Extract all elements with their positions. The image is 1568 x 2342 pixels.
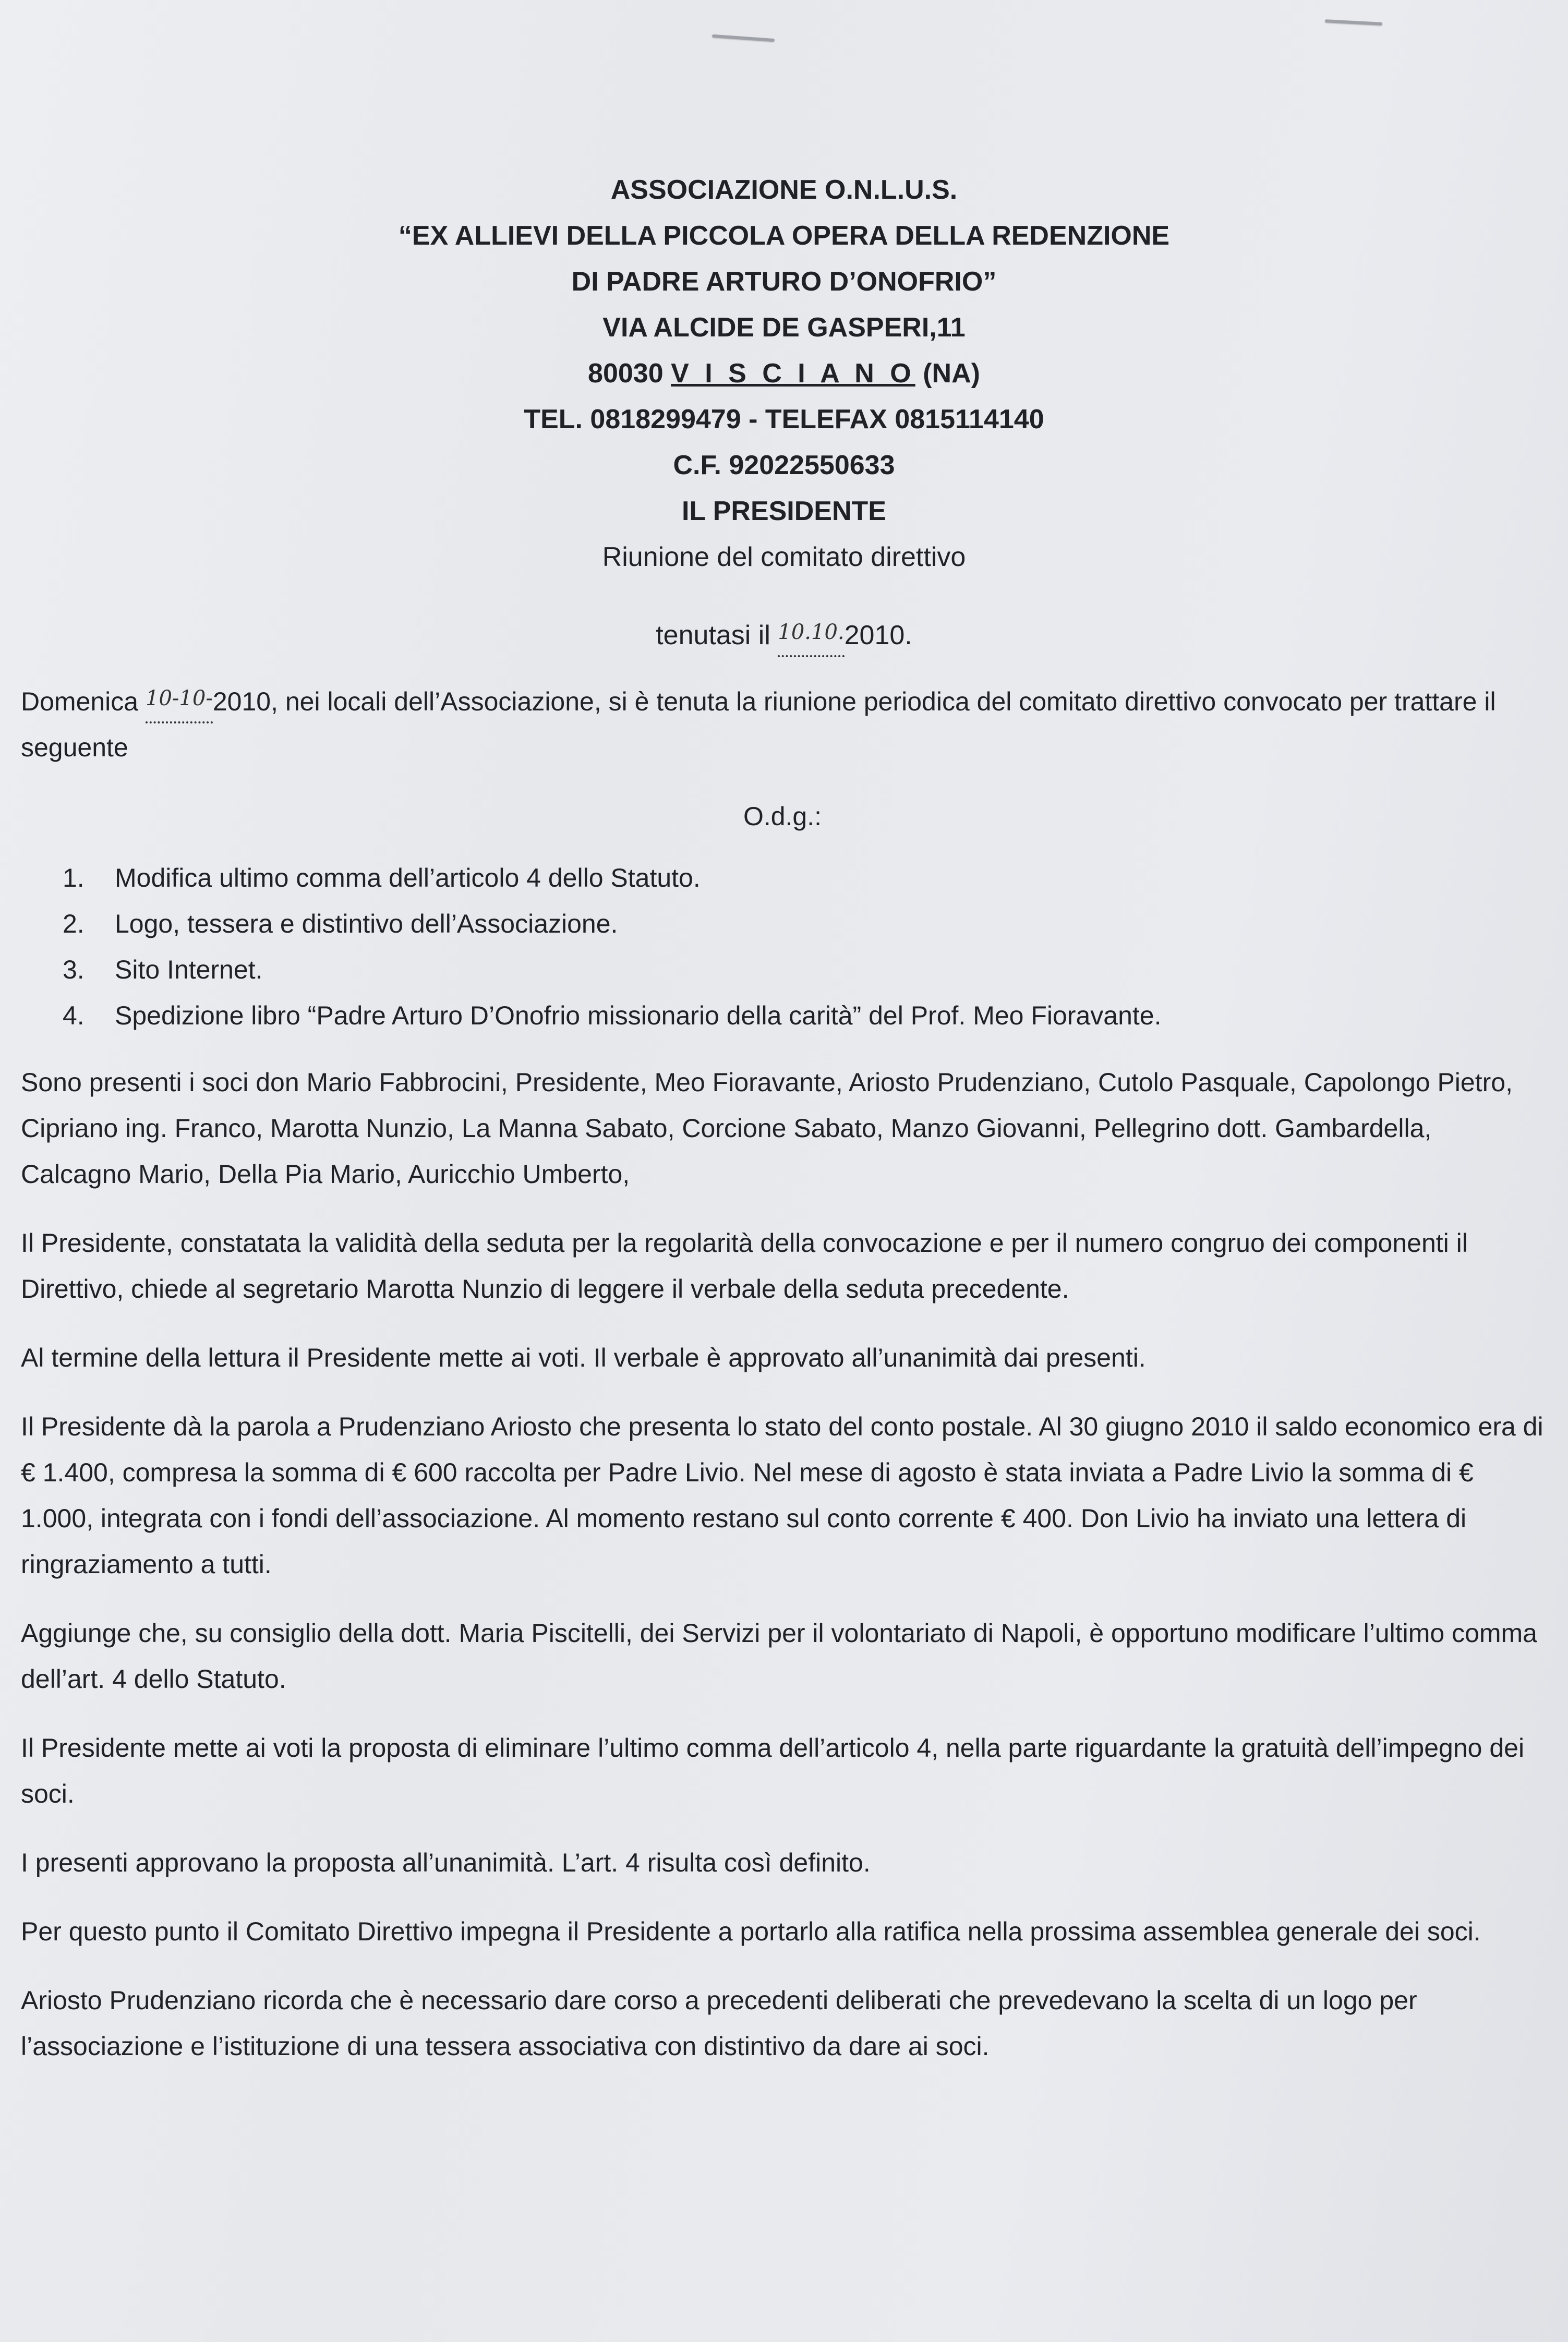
account-paragraph: Il Presidente dà la parola a Prudenziano Ariosto che presenta lo stato del conto postale. Al 30 giugno 2010 il saldo economico era di € 1.400, compresa la somma di € 600 raccolta per Padre Livio. Nel mese di agosto è stata inviata a Padre Livio la somma di € 1.000, integrata con i fondi dell’associazione. Al momento restano sul conto corrente € 400. Don Livio ha inviato una lettera di ringraziamento a tutti. <box>21 1412 1543 1579</box>
logo-paragraph: Ariosto Prudenziano ricorda che è necessario dare corso a precedenti deliberati che prevedevano la scelta di un logo per l’associazione e l’istituzione di una tessera associativa con distintivo da dare ai soci. <box>21 1986 1417 2061</box>
minutes-body <box>21 675 1544 2092</box>
agenda-title: O.d.g.: <box>743 802 822 831</box>
handwritten-intro-date: 10-10- <box>146 675 213 723</box>
unanimity-paragraph: I presenti approvano la proposta all’unanimità. L’art. 4 risulta così definito. <box>21 1848 871 1877</box>
handwritten-date: 10.10. <box>778 609 844 657</box>
agenda-text: Spedizione libro “Padre Arturo D’Onofrio missionario della carità” del Prof. Meo Fioravante. <box>115 1001 1162 1030</box>
list-item <box>63 947 1544 993</box>
validity-paragraph: Il Presidente, constatata la validità della seduta per la regolarità della convocazione e per il numero congruo dei componenti il Direttivo, chiede al segretario Marotta Nunzio di leggere il verbale della seduta precedente. <box>21 1228 1468 1303</box>
org-city: V I S C I A N O <box>671 358 915 389</box>
intro-text: 2010, nei locali dell’Associazione, si è tenuta la riunione periodica del comitato direttivo convocato per trattare il seguente <box>21 687 1496 762</box>
document-subject: Riunione del comitato direttivo <box>602 542 966 572</box>
staple-mark-top <box>712 34 775 42</box>
agenda-list <box>21 855 1544 1039</box>
attendees-paragraph: Sono presenti i soci don Mario Fabbrocini, Presidente, Meo Fioravante, Ariosto Prudenziano, Cutolo Pasquale, Capolongo Pietro, Cipriano ing. Franco, Marotta Nunzio, La Manna Sabato, Corcione Sabato, Manzo Giovanni, Pellegrino dott. Gambardella, Calcagno Mario, Della Pia Mario, Auricchio Umberto, <box>21 1068 1513 1189</box>
letterhead <box>0 167 1568 658</box>
org-full-name: “EX ALLIEVI DELLA PICCOLA OPERA DELLA REDENZIONE <box>398 221 1170 251</box>
agenda-text: Modifica ultimo comma dell’articolo 4 dello Statuto. <box>115 863 701 892</box>
org-cap: 80030 <box>588 358 664 389</box>
document-role: IL PRESIDENTE <box>681 496 886 526</box>
org-city-line <box>0 351 1568 396</box>
intro-paragraph <box>21 675 1544 770</box>
meeting-date <box>0 609 1568 658</box>
list-item <box>63 855 1544 901</box>
org-phone: TEL. 0818299479 - TELEFAX 0815114140 <box>524 404 1044 434</box>
agenda-text: Sito Internet. <box>115 955 263 984</box>
vote-paragraph: Il Presidente mette ai voti la proposta di eliminare l’ultimo comma dell’articolo 4, nella parte riguardante la gratuità dell’impegno dei soci. <box>21 1733 1525 1808</box>
list-item <box>63 901 1544 947</box>
agenda-text: Logo, tessera e distintivo dell’Associazione. <box>115 909 618 938</box>
org-fiscal-code: C.F. 92022550633 <box>673 450 895 480</box>
agenda-number: 3. <box>63 955 85 984</box>
ratification-paragraph: Per questo punto il Comitato Direttivo impegna il Presidente a portarlo alla ratifica nella prossima assemblea generale dei soci. <box>21 1917 1481 1946</box>
org-name: ASSOCIAZIONE O.N.L.U.S. <box>610 175 958 205</box>
statute-paragraph: Aggiunge che, su consiglio della dott. Maria Piscitelli, dei Servizi per il volontariato di Napoli, è opportuno modificare l’ultimo comma dell’art. 4 dello Statuto. <box>21 1619 1537 1694</box>
meeting-date-prefix: tenutasi il <box>656 620 770 650</box>
agenda-number: 4. <box>63 1001 85 1030</box>
org-province: (NA) <box>923 358 980 389</box>
meeting-date-year: 2010. <box>844 620 912 650</box>
intro-prefix: Domenica <box>21 687 139 716</box>
staple-mark-top-right <box>1325 19 1382 26</box>
org-address: VIA ALCIDE DE GASPERI,11 <box>602 312 966 343</box>
approval-paragraph: Al termine della lettura il Presidente mette ai voti. Il verbale è approvato all’unanimità dai presenti. <box>21 1343 1146 1372</box>
list-item <box>63 993 1544 1039</box>
org-founder: DI PADRE ARTURO D’ONOFRIO” <box>571 267 997 297</box>
agenda-number: 2. <box>63 909 85 938</box>
agenda-number: 1. <box>63 863 85 892</box>
